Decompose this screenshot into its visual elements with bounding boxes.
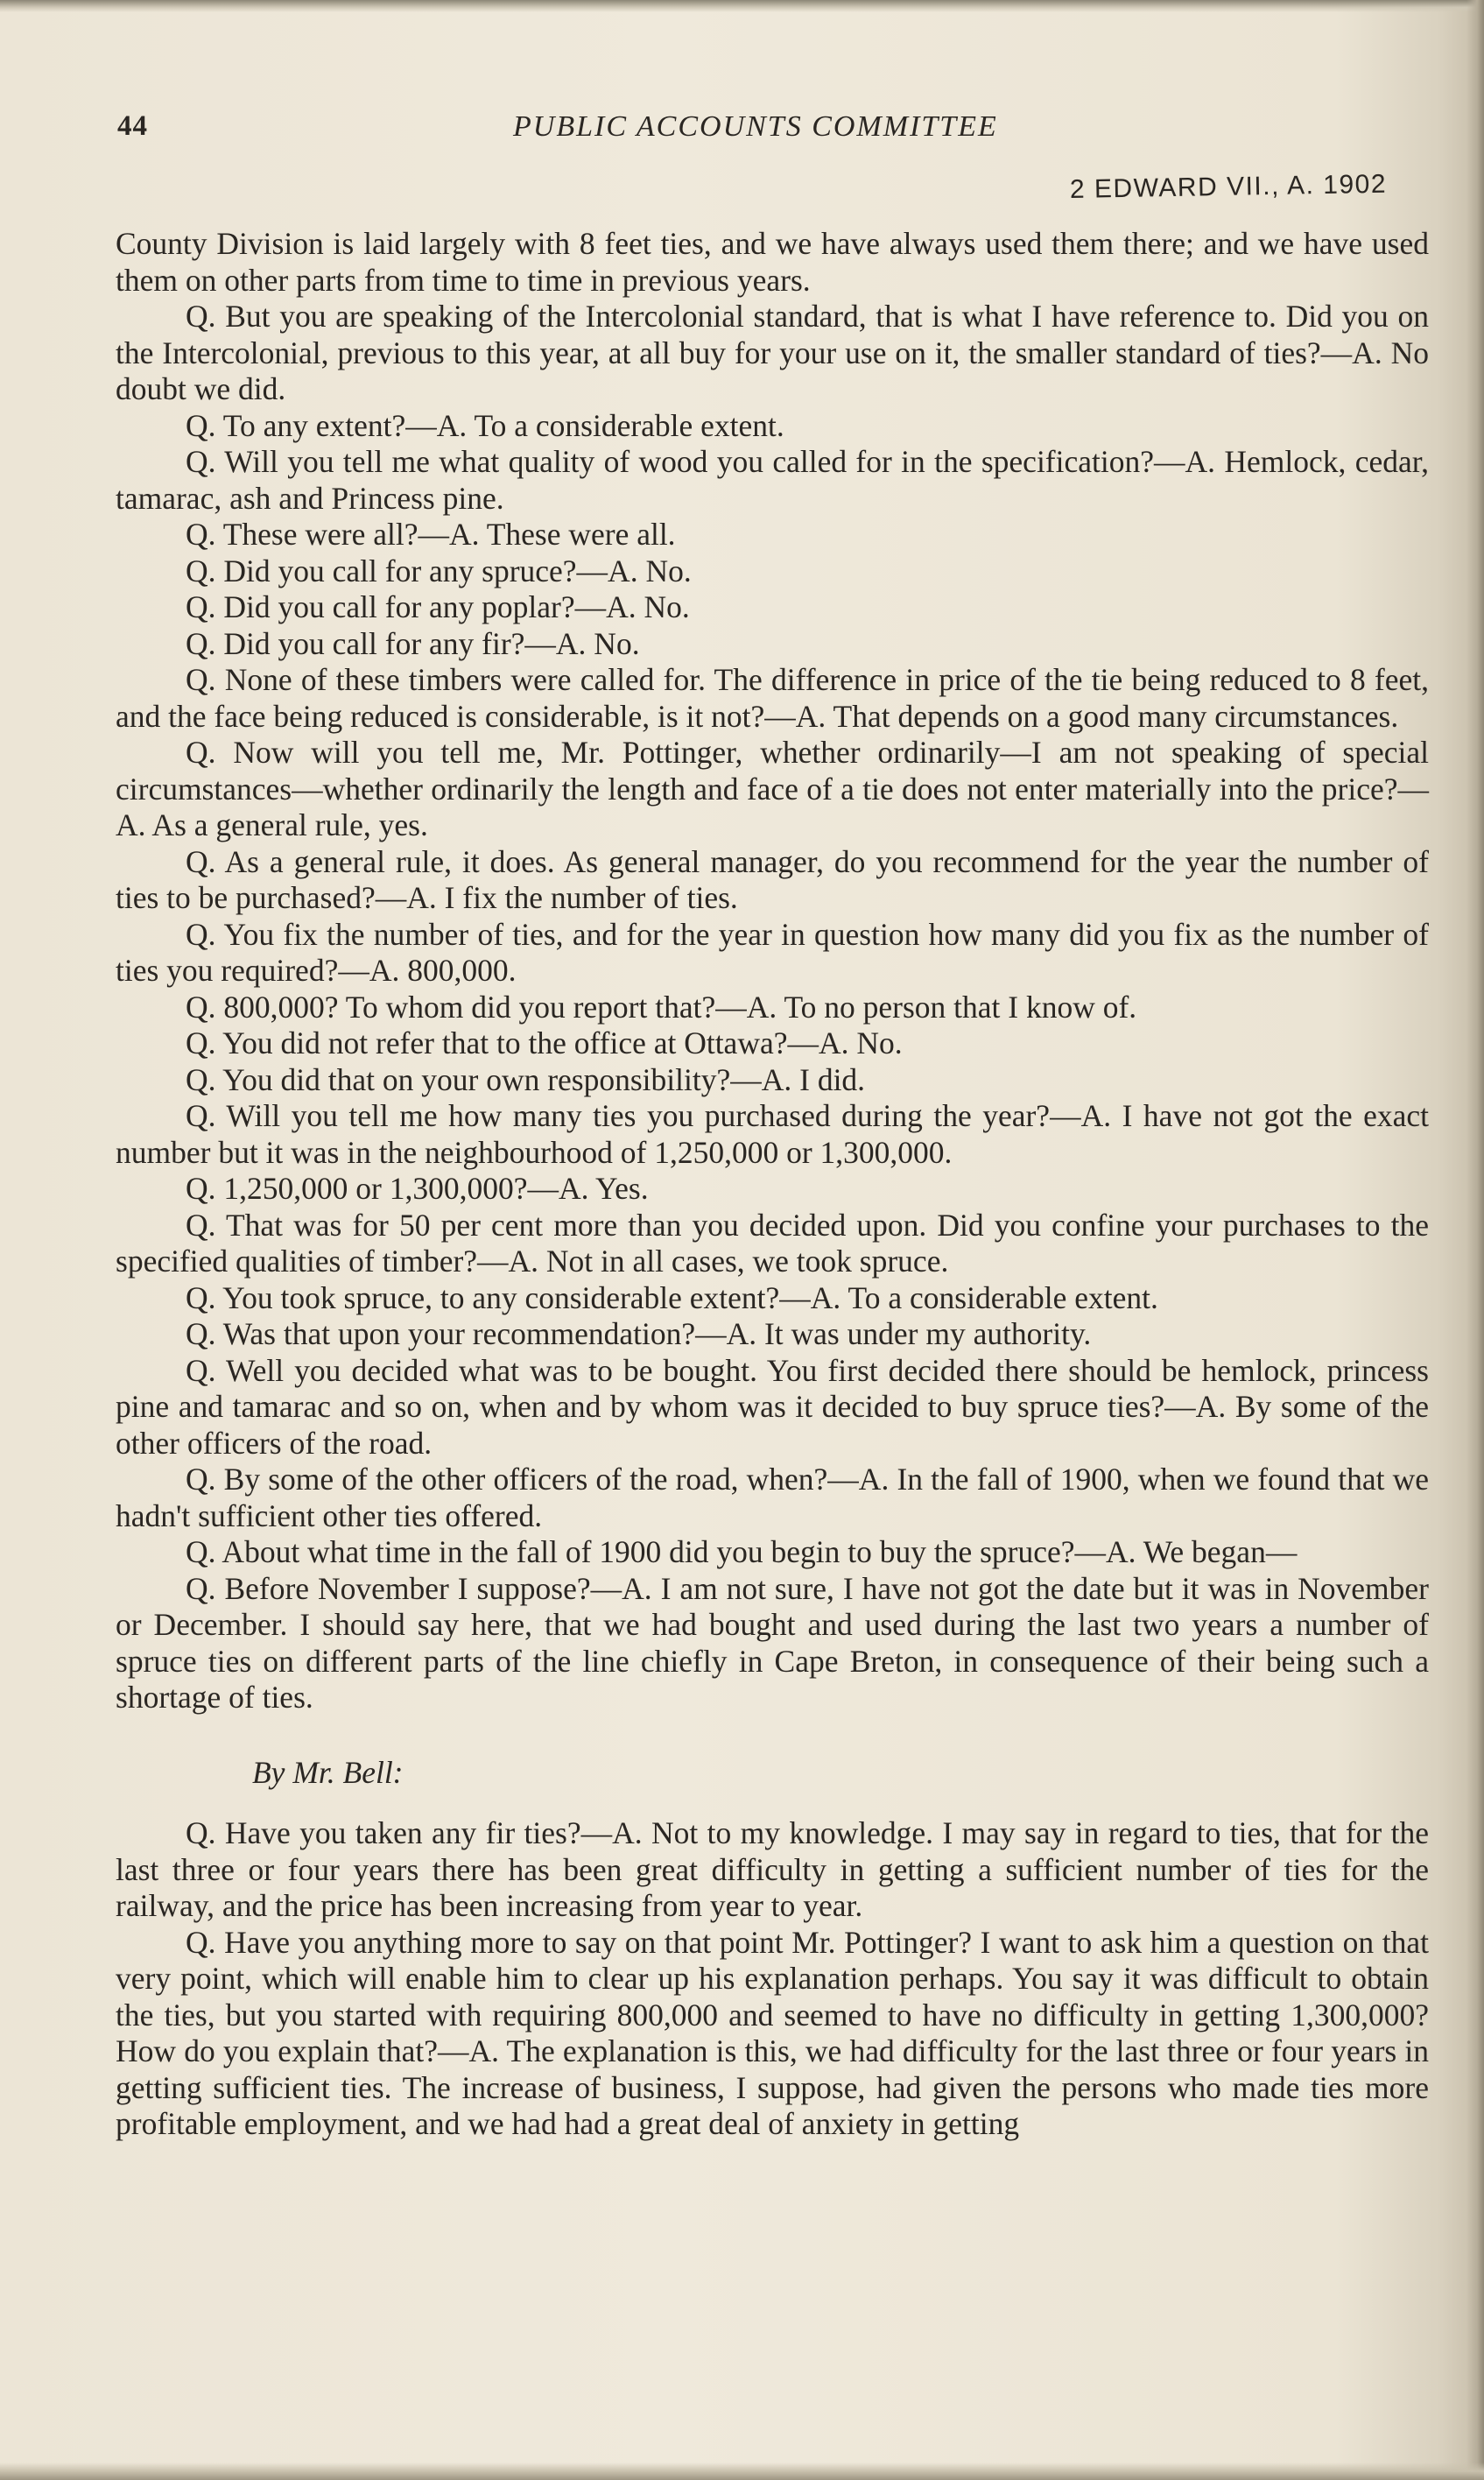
page-right-shadow	[1466, 0, 1484, 2480]
qa-paragraph: Q. But you are speaking of the Intercolonial standard, that is what I have reference to. Did you on the Intercolonial, previous to this year, at all buy for your use on it, the smaller standard of ties?—A. No doubt we did.	[116, 299, 1429, 406]
qa-paragraph: Q. You did that on your own responsibility?—A. I did.	[186, 1061, 866, 1097]
qa-paragraph: Q. Have you taken any fir ties?—A. Not to my knowledge. I may say in regard to ties, that for the last three or four years there has been great difficulty in getting a sufficient number of ties for the railway, and the price has been increasing from year to year.	[116, 1815, 1429, 1923]
session-label: 2 EDWARD VII., A. 1902	[1069, 169, 1388, 204]
qa-paragraph: Q. Did you call for any poplar?—A. No.	[186, 589, 690, 624]
qa-paragraph: Q. As a general rule, it does. As general manager, do you recommend for the year the number of ties to be purchased?—A. I fix the number of ties.	[116, 843, 1429, 915]
qa-paragraph: Q. Did you call for any fir?—A. No.	[186, 625, 640, 661]
qa-paragraph: Q. Will you tell me what quality of wood you called for in the specification?—A. Hemlock, cedar, tamarac, ash and Princess pine.	[116, 444, 1429, 516]
qa-paragraph: Q. 800,000? To whom did you report that?—A. To no person that I know of.	[186, 989, 1137, 1025]
continued-paragraph: County Division is laid largely with 8 feet ties, and we have always used them there; and we have used them on other parts from time to time in previous years.	[116, 226, 1429, 298]
page-number: 44	[117, 110, 148, 142]
qa-paragraph: Q. Before November I suppose?—A. I am not sure, I have not got the date but it was in November or December. I should say here, that we had bought and used during the last two years a number of spruce ties on different parts of the line chiefly in Cape Breton, in consequence of their being such a shortage of ties.	[116, 1570, 1429, 1715]
running-header	[117, 110, 1431, 163]
qa-paragraph: Q. Will you tell me how many ties you purchased during the year?—A. I have not got the exact number but it was in the neighbourhood of 1,250,000 or 1,300,000.	[116, 1098, 1429, 1170]
qa-paragraph: Q. About what time in the fall of 1900 did you begin to buy the spruce?—A. We began—	[186, 1534, 1298, 1569]
qa-paragraph: Q. These were all?—A. These were all.	[186, 517, 676, 552]
qa-paragraph: Q. 1,250,000 or 1,300,000?—A. Yes.	[186, 1171, 649, 1206]
qa-paragraph: Q. You took spruce, to any considerable extent?—A. To a considerable extent.	[186, 1279, 1158, 1315]
qa-paragraph: Q. Was that upon your recommendation?—A. It was under my authority.	[186, 1316, 1092, 1351]
qa-paragraph: Q. Have you anything more to say on that point Mr. Pottinger? I want to ask him a question on that very point, which will enable him to clear up his explanation perhaps. You say it was difficult to obtain the ties, but you started with requiring 800,000 and seemed to have no difficulty in getting 1,300,000? How do you explain that?—A. The explanation is this, we had difficulty for the last three or four years in getting sufficient ties. The increase of business, I suppose, had given the persons who made ties more profitable employment, and we had had a great deal of anxiety in getting	[116, 1924, 1429, 2141]
page-top-shadow	[0, 0, 1484, 12]
running-title: PUBLIC ACCOUNTS COMMITTEE	[513, 110, 998, 143]
qa-paragraph: Q. Well you decided what was to be bought. You first decided there should be hemlock, princess pine and tamarac and so on, when and by whom was it decided to buy spruce ties?—A. By some of the other officers of the road.	[116, 1352, 1429, 1461]
page-bottom-shadow	[0, 2462, 1484, 2480]
qa-paragraph: Q. None of these timbers were called for. The difference in price of the tie being reduced to 8 feet, and the face being reduced is considerable, is it not?—A. That depends on a good many circumstances.	[116, 662, 1429, 734]
qa-paragraph: Q. To any extent?—A. To a considerable extent.	[186, 407, 784, 443]
qa-paragraph: Q. You did not refer that to the office at Ottawa?—A. No.	[186, 1025, 903, 1060]
qa-paragraph: Q. You fix the number of ties, and for the year in question how many did you fix as the number of ties you required?—A. 800,000.	[116, 916, 1429, 988]
qa-paragraph: Q. That was for 50 per cent more than you decided upon. Did you confine your purchases to the specified qualities of timber?—A. Not in all cases, we took spruce.	[116, 1207, 1429, 1279]
speaker-heading: By Mr. Bell:	[252, 1754, 404, 1790]
qa-paragraph: Q. By some of the other officers of the road, when?—A. In the fall of 1900, when we found that we hadn't sufficient other ties offered.	[116, 1462, 1429, 1533]
testimony-body	[116, 226, 1429, 2143]
qa-paragraph: Q. Did you call for any spruce?—A. No.	[186, 553, 692, 588]
qa-paragraph: Q. Now will you tell me, Mr. Pottinger, whether ordinarily—I am not speaking of special circumstances—whether ordinarily the length and face of a tie does not enter materially into the price?—A. As a general rule, yes.	[116, 735, 1429, 842]
